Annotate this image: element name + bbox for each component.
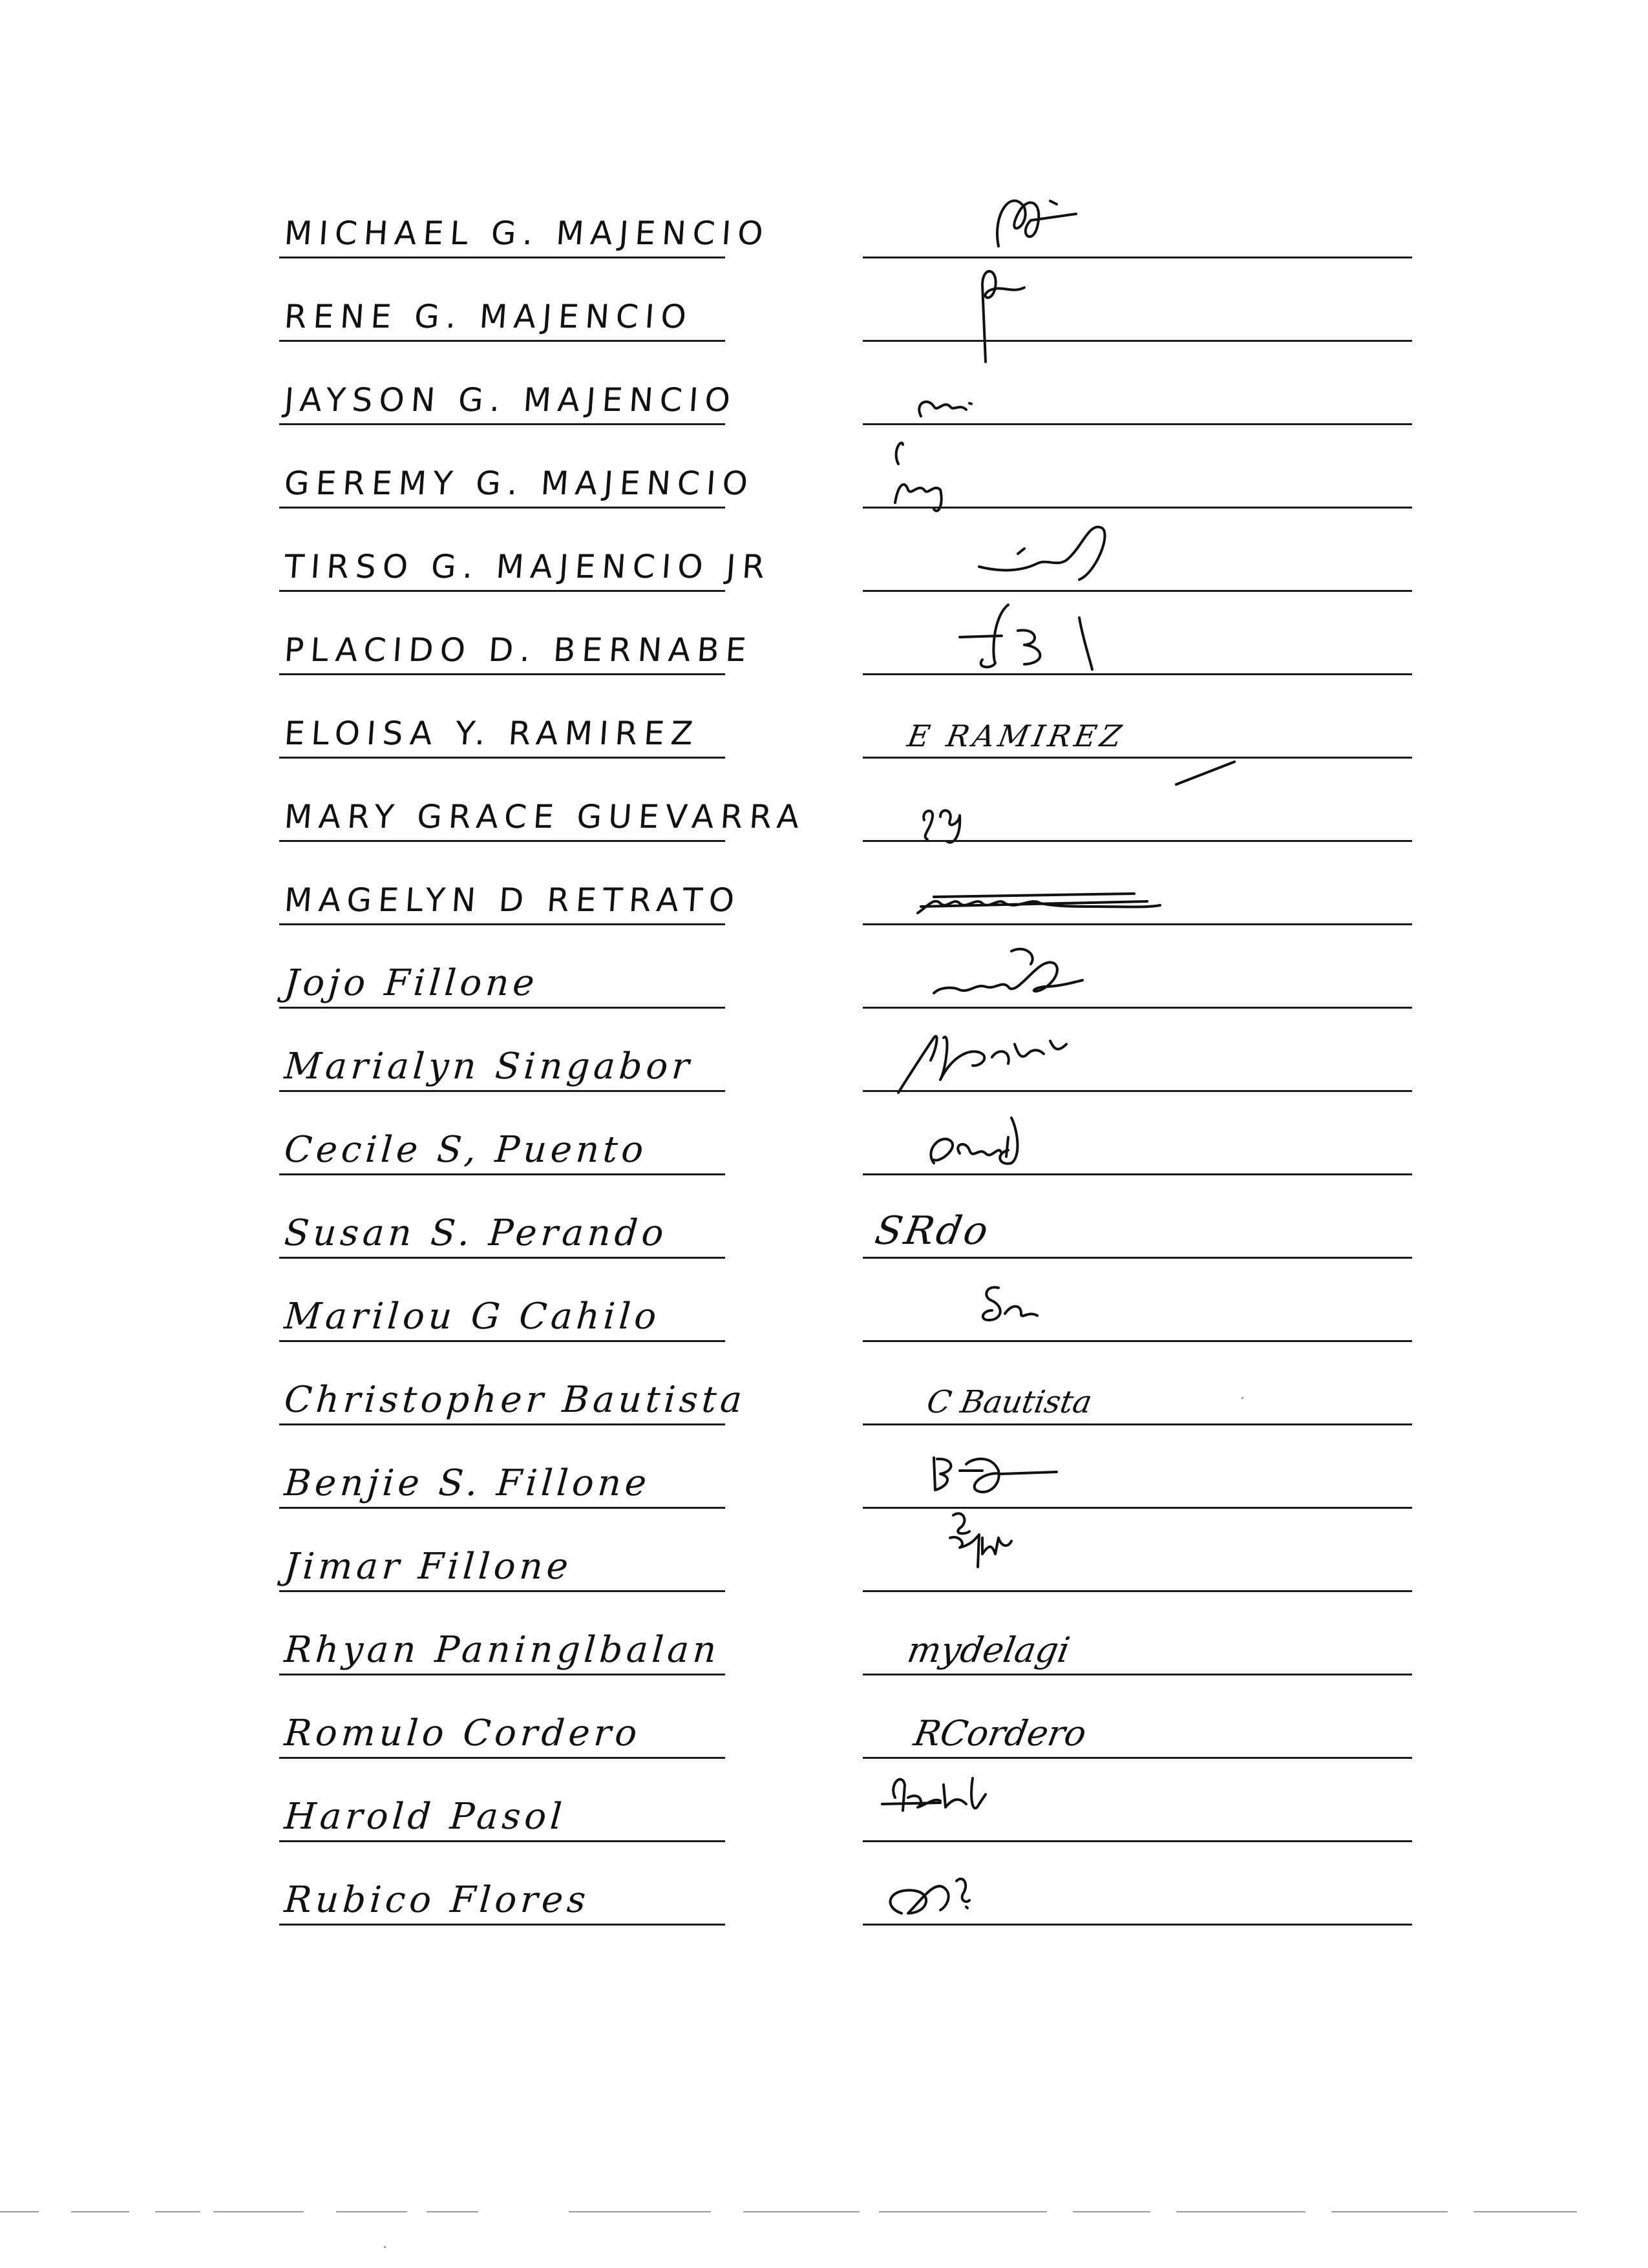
handwritten-signature — [863, 1842, 1412, 1923]
handwritten-signature — [863, 1509, 1412, 1590]
signature-row — [0, 258, 1648, 342]
printed-name: TIRSO G. MAJENCIO JR — [282, 548, 773, 585]
signature-row — [0, 425, 1648, 509]
signature-row — [0, 1675, 1648, 1759]
signature-row — [0, 1092, 1648, 1175]
printed-name: MAGELYN D RETRATO — [282, 881, 743, 919]
signature-text: mydelagi — [904, 1630, 1073, 1670]
printed-name: Susan S. Perando — [282, 1212, 669, 1254]
scan-artifact-dashes — [0, 2210, 1648, 2214]
handwritten-signature — [863, 1425, 1412, 1506]
printed-name: Jimar Fillone — [282, 1546, 574, 1588]
signature-text: SRdo — [871, 1208, 994, 1254]
name-rule — [279, 1924, 725, 1926]
signature-text: C Bautista — [924, 1384, 1095, 1420]
signature-row — [0, 509, 1648, 592]
printed-name: Rubico Flores — [282, 1879, 591, 1921]
signature-row — [0, 1759, 1648, 1842]
printed-name: Harold Pasol — [282, 1796, 567, 1838]
signature-row — [0, 1425, 1648, 1509]
signature-row — [0, 175, 1648, 258]
handwritten-signature — [863, 1342, 1412, 1423]
printed-name: GEREMY G. MAJENCIO — [282, 465, 755, 502]
printed-name: Rhyan Paninglbalan — [282, 1629, 722, 1671]
printed-name: ELOISA Y. RAMIREZ — [282, 715, 701, 752]
handwritten-signature — [863, 1009, 1412, 1089]
printed-name: Cecile S, Puento — [282, 1129, 649, 1171]
handwritten-signature — [863, 759, 1412, 839]
handwritten-signature — [863, 1759, 1412, 1840]
scan-speck — [384, 2246, 386, 2248]
signature-row — [0, 925, 1648, 1009]
scan-speck — [1241, 1397, 1243, 1399]
signature-row — [0, 759, 1648, 842]
printed-name: Marialyn Singabor — [282, 1045, 695, 1087]
signature-text: E RAMIREZ — [905, 719, 1128, 753]
signature-row — [0, 1259, 1648, 1342]
printed-name: Marilou G Cahilo — [282, 1296, 662, 1338]
handwritten-signature — [863, 1675, 1412, 1756]
signature-row — [0, 1842, 1648, 1926]
handwritten-signature — [863, 675, 1412, 756]
signature-row — [0, 675, 1648, 759]
handwritten-signature — [863, 1092, 1412, 1173]
handwritten-signature — [863, 425, 1412, 506]
printed-name: PLACIDO D. BERNABE — [282, 631, 754, 669]
printed-name: MARY GRACE GUEVARRA — [282, 798, 807, 835]
printed-name: Christopher Bautista — [282, 1379, 748, 1421]
handwritten-signature — [863, 509, 1412, 589]
signature-row — [0, 592, 1648, 675]
printed-name: Romulo Cordero — [282, 1712, 642, 1754]
handwritten-signature — [863, 175, 1412, 256]
handwritten-signature — [863, 258, 1412, 339]
signature-row — [0, 1342, 1648, 1425]
signature-row — [0, 342, 1648, 425]
handwritten-signature — [863, 925, 1412, 1006]
handwritten-signature — [863, 592, 1412, 673]
handwritten-signature — [863, 842, 1412, 923]
printed-name: Jojo Fillone — [282, 962, 540, 1004]
signature-row — [0, 1009, 1648, 1092]
handwritten-signature — [863, 1259, 1412, 1339]
printed-name: RENE G. MAJENCIO — [282, 298, 694, 335]
handwritten-signature — [863, 1592, 1412, 1673]
printed-name: MICHAEL G. MAJENCIO — [282, 215, 771, 252]
printed-name: JAYSON G. MAJENCIO — [282, 381, 738, 419]
signature-row — [0, 1175, 1648, 1259]
signature-rule — [863, 1924, 1412, 1926]
handwritten-signature — [863, 1175, 1412, 1256]
signature-row — [0, 1509, 1648, 1592]
signature-row — [0, 842, 1648, 925]
printed-name: Benjie S. Fillone — [282, 1462, 652, 1504]
handwritten-signature — [863, 342, 1412, 423]
signature-row — [0, 1592, 1648, 1675]
signature-text: RCordero — [911, 1713, 1090, 1754]
